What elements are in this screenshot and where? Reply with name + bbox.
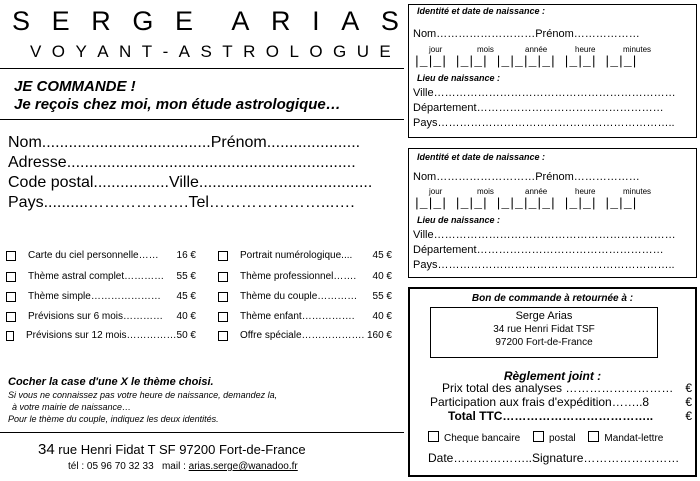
reglement-title: Règlement joint : xyxy=(503,369,602,383)
identity-box-1 xyxy=(408,4,697,138)
name-line[interactable]: Nom………………………Prénom……………… xyxy=(413,28,640,40)
brand-letter: R xyxy=(270,6,296,36)
subtitle-letter: A xyxy=(97,42,112,61)
subtitle-letter: L xyxy=(289,42,302,61)
checkbox[interactable] xyxy=(6,331,14,341)
product-item[interactable]: Portrait numérologique .... 45 € xyxy=(218,250,392,261)
department-line[interactable]: Département…………………………………………… xyxy=(413,102,664,114)
subtitle-letter: T xyxy=(141,42,156,61)
name-line[interactable]: Nom………………………Prénom……………… xyxy=(413,171,640,183)
divider xyxy=(0,432,404,433)
subtitle-letter: U xyxy=(356,42,372,61)
total-analyses-line[interactable]: Prix total des analyses ……………………… xyxy=(442,381,674,395)
divider xyxy=(0,119,404,120)
checkbox[interactable] xyxy=(6,251,16,261)
euro-sign: € xyxy=(685,381,692,395)
note-line: Pour le thème du couple, indiquez les deux identités. xyxy=(8,414,219,424)
subtitle-letter: T xyxy=(222,42,236,61)
checkbox[interactable] xyxy=(218,312,228,322)
brand-letter: G xyxy=(132,6,159,36)
total-ttc-line[interactable]: Total TTC……………………………….. xyxy=(448,409,654,423)
birthplace-title: Lieu de naissance : xyxy=(417,215,501,225)
mandat-checkbox[interactable] xyxy=(588,431,599,442)
date-signature-line[interactable]: Date………………..Signature…………………… xyxy=(428,451,680,465)
subtitle-letter: Y xyxy=(75,42,90,61)
brand-letter: S xyxy=(380,6,404,36)
order-subtitle: Je reçois chez moi, mon étude astrologique… xyxy=(14,96,341,113)
subtitle-letter: - xyxy=(162,42,172,61)
identity-box-2 xyxy=(408,148,697,278)
product-item[interactable]: Thème simple ………………… 45 € xyxy=(6,291,196,302)
footer-address: 34 rue Henri Fidat T SF 97200 Fort-de-France xyxy=(38,441,306,458)
instruction: Cocher la case d'une X le thème choisi. xyxy=(8,376,214,388)
address-field[interactable]: Adresse................................................................. xyxy=(8,154,356,171)
subtitle-letter: E xyxy=(379,42,394,61)
brand-letter: E xyxy=(51,6,75,36)
checkbox[interactable] xyxy=(6,312,16,322)
note-line: Si vous ne connaissez pas votre heure de naissance, demandez la, xyxy=(8,390,278,400)
brand-letter: A xyxy=(231,6,255,36)
country-tel-field[interactable]: Pays..........……………….Tel…………………...…. xyxy=(8,194,355,211)
order-title: JE COMMANDE ! xyxy=(14,78,136,95)
subtitle-letter: O xyxy=(309,42,326,61)
product-item[interactable]: Thème professionnel ……. 40 € xyxy=(218,271,392,282)
postal-checkbox[interactable] xyxy=(533,431,544,442)
checkbox[interactable] xyxy=(218,292,228,302)
date-labels: jour mois année heure minutes xyxy=(429,187,652,196)
date-labels: jour mois année heure minutes xyxy=(429,45,652,54)
checkbox[interactable] xyxy=(218,272,228,282)
return-address: Serge Arias 34 rue Henri Fidat TSF 97200 Fort-de-France xyxy=(430,307,658,358)
subtitle-letter: R xyxy=(243,42,259,61)
subtitle-letter: S xyxy=(200,42,215,61)
subtitle-letter: G xyxy=(333,42,350,61)
identity-title: Identité et date de naissance : xyxy=(417,6,546,16)
birthplace-title: Lieu de naissance : xyxy=(417,73,501,83)
country-line[interactable]: Pays……………………………………………………….. xyxy=(413,117,675,129)
postal-city-field[interactable]: Code postal.................Ville....................................... xyxy=(8,174,373,191)
subtitle-letter: O xyxy=(51,42,69,61)
euro-sign: € xyxy=(685,395,692,409)
checkbox[interactable] xyxy=(6,272,16,282)
cheque-checkbox[interactable] xyxy=(428,431,439,442)
checkbox[interactable] xyxy=(218,251,228,261)
identity-title: Identité et date de naissance : xyxy=(417,152,546,162)
checkbox[interactable] xyxy=(218,331,228,341)
city-line[interactable]: Ville………………………………………………………… xyxy=(413,229,676,241)
name-field[interactable]: Nom......................................Prénom..................... xyxy=(8,134,361,151)
department-line[interactable]: Département…………………………………………… xyxy=(413,244,664,256)
brand-subtitle xyxy=(30,42,394,62)
footer-contact: tél : 05 96 70 32 33 mail : arias.serge@wanadoo.fr xyxy=(68,461,298,472)
product-item[interactable]: Thème astral complet ………… 55 € xyxy=(6,271,196,282)
country-line[interactable]: Pays……………………………………………………….. xyxy=(413,259,675,271)
product-item[interactable]: Offre spéciale ………………. 160 € xyxy=(218,330,392,341)
euro-sign: € xyxy=(685,409,692,423)
note-line: à votre mairie de naissance… xyxy=(12,402,132,412)
brand-letter: S xyxy=(12,6,36,36)
email-link[interactable]: arias.serge@wanadoo.fr xyxy=(188,461,298,472)
shipping-line[interactable]: Participation aux frais d'expédition……..8 xyxy=(430,395,650,409)
brand-letter: A xyxy=(341,6,365,36)
order-form-box xyxy=(408,287,697,477)
product-item[interactable]: Prévisions sur 12 mois …………… 50 € xyxy=(6,330,196,341)
brand-letter: E xyxy=(175,6,199,36)
product-item[interactable]: Thème enfant ……………. 40 € xyxy=(218,311,392,322)
birth-date-boxes[interactable]: |_|_| |_|_| |_|_|_|_| |_|_| |_|_| xyxy=(413,54,638,69)
brand-name xyxy=(12,6,404,37)
subtitle-letter: O xyxy=(265,42,283,61)
subtitle-letter: A xyxy=(178,42,194,61)
brand-letter: R xyxy=(91,6,116,36)
subtitle-letter: N xyxy=(119,42,135,61)
bon-title: Bon de commande à retournée à : xyxy=(471,293,634,304)
subtitle-letter: V xyxy=(30,42,45,61)
divider xyxy=(0,68,404,69)
product-item[interactable]: Carte du ciel personnelle …… 16 € xyxy=(6,250,196,261)
checkbox[interactable] xyxy=(6,292,16,302)
product-item[interactable]: Thème du couple ………… 55 € xyxy=(218,291,392,302)
birth-date-boxes[interactable]: |_|_| |_|_| |_|_|_|_| |_|_| |_|_| xyxy=(413,196,638,211)
city-line[interactable]: Ville………………………………………………………… xyxy=(413,87,676,99)
brand-letter: I xyxy=(312,6,325,36)
payment-options: Cheque bancaire postal Mandat-lettre xyxy=(428,431,663,444)
product-item[interactable]: Prévisions sur 6 mois ………… 40 € xyxy=(6,311,196,322)
